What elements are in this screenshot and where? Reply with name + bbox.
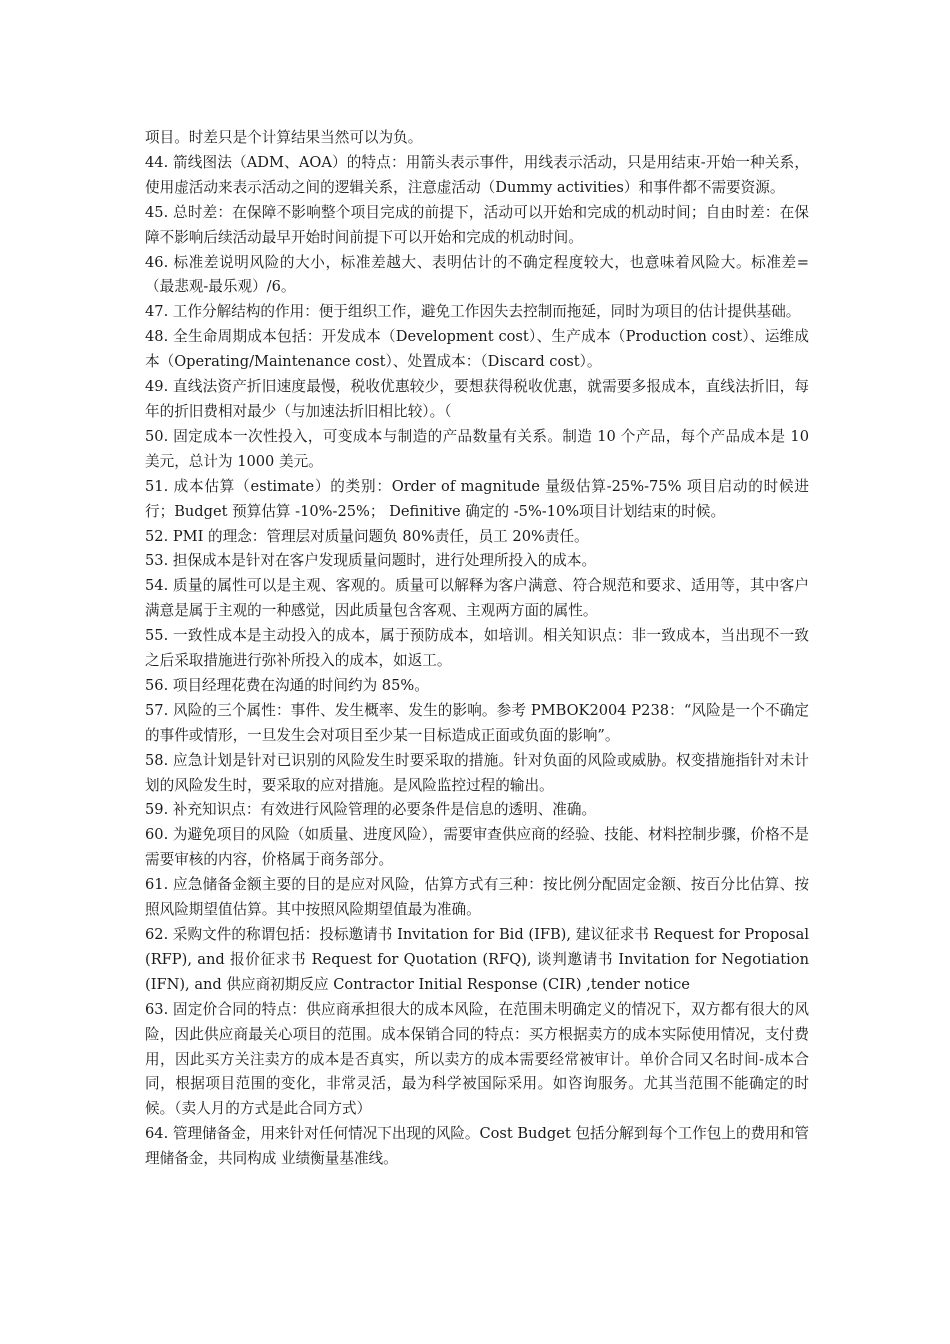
paragraph-64: 64. 管理储备金，用来针对任何情况下出现的风险。Cost Budget 包括分解到每个工作包上的费用和管理储备金，共同构成 业绩衡量基准线。: [145, 1125, 809, 1168]
paragraph-60: 60. 为避免项目的风险（如质量、进度风险），需要审查供应商的经验、技能、材料控制步骤，价格不是需要审核的内容，价格属于商务部分。: [145, 826, 809, 869]
paragraph-58: 58. 应急计划是针对已识别的风险发生时要采取的措施。针对负面的风险或威胁。权变措施指针对未计划的风险发生时，要采取的应对措施。是风险监控过程的输出。: [145, 751, 809, 794]
paragraph-59: 59. 补充知识点：有效进行风险管理的必要条件是信息的透明、准确。: [145, 801, 597, 819]
paragraph-47: 47. 工作分解结构的作用：便于组织工作，避免工作因失去控制而拖延，同时为项目的估计提供基础。: [145, 303, 801, 321]
paragraph-continuation: 项目。时差只是个计算结果当然可以为负。: [145, 129, 423, 146]
paragraph-51: 51. 成本估算（estimate）的类别：Order of magnitude 量级估算-25%-75% 项目启动的时候进行；Budget 预算估算 -10%-25%； Definitive 确定的 -5%-10%项目计划结束的时候。: [145, 477, 809, 520]
paragraph-62: 62. 采购文件的称谓包括：投标邀请书 Invitation for Bid (IFB), 建议征求书 Request for Proposal (RFP), and 报价征求书 Request for Quotation (RFQ), 谈判邀请书 Invitation for Negotiation (IFN), and 供应商初期反应 Contractor Initial Response (CIR) ,tender notice: [145, 926, 809, 993]
paragraph-56: 56. 项目经理花费在沟通的时间约为 85%。: [145, 676, 429, 694]
paragraph-48: 48. 全生命周期成本包括：开发成本（Development cost）、生产成本（Production cost）、运维成本（Operating/Maintenance cost）、处置成本：（Discard cost）。: [145, 328, 809, 371]
paragraph-49: 49. 直线法资产折旧速度最慢，税收优惠较少，要想获得税收优惠，就需要多报成本，直线法折旧，每年的折旧费相对最少（与加速法折旧相比较）。（: [145, 378, 809, 420]
paragraph-45: 45. 总时差：在保障不影响整个项目完成的前提下，活动可以开始和完成的机动时间；自由时差：在保障不影响后续活动最早开始时间前提下可以开始和完成的机动时间。: [145, 203, 809, 246]
paragraph-61: 61. 应急储备金额主要的目的是应对风险，估算方式有三种：按比例分配固定金额、按百分比估算、按照风险期望值估算。其中按照风险期望值最为准确。: [145, 876, 809, 919]
document-body: [145, 126, 809, 1172]
paragraph-50: 50. 固定成本一次性投入，可变成本与制造的产品数量有关系。制造 10 个产品，每个产品成本是 10 美元，总计为 1000 美元。: [145, 427, 809, 470]
paragraph-57: 57. 风险的三个属性：事件、发生概率、发生的影响。参考 PMBOK2004 P238：“风险是一个不确定的事件或情形，一旦发生会对项目至少某一目标造成正面或负面的影响”。: [145, 701, 809, 744]
paragraph-54: 54. 质量的属性可以是主观、客观的。质量可以解释为客户满意、符合规范和要求、适用等，其中客户满意是属于主观的一种感觉，因此质量包含客观、主观两方面的属性。: [145, 577, 809, 620]
paragraph-46: 46. 标准差说明风险的大小，标准差越大、表明估计的不确定程度较大，也意味着风险大。标准差=（最悲观-最乐观）/6。: [145, 253, 809, 296]
paragraph-55: 55. 一致性成本是主动投入的成本，属于预防成本，如培训。相关知识点：非一致成本，当出现不一致之后采取措施进行弥补所投入的成本，如返工。: [145, 627, 809, 670]
paragraph-53: 53. 担保成本是针对在客户发现质量问题时，进行处理所投入的成本。: [145, 552, 597, 570]
paragraph-63: 63. 固定价合同的特点：供应商承担很大的成本风险，在范围未明确定义的情况下，双方都有很大的风险，因此供应商最关心项目的范围。成本保销合同的特点：买方根据卖方的成本实际使用情况，支付费用，因此买方关注卖方的成本是否真实，所以卖方的成本需要经常被审计。单价合同又名时间-成本合同，根据项目范围的变化，非常灵活，最为科学被国际采用。如咨询服务。尤其当范围不能确定的时候。（卖人月的方式是此合同方式）: [145, 1000, 809, 1118]
paragraph-52: 52. PMI 的理念：管理层对质量问题负 80%责任，员工 20%责任。: [145, 527, 589, 545]
paragraph-44: 44. 箭线图法（ADM、AOA）的特点：用箭头表示事件，用线表示活动，只是用结束-开始一种关系，使用虚活动来表示活动之间的逻辑关系，注意虚活动（Dummy activities）和事件都不需要资源。: [145, 153, 809, 196]
